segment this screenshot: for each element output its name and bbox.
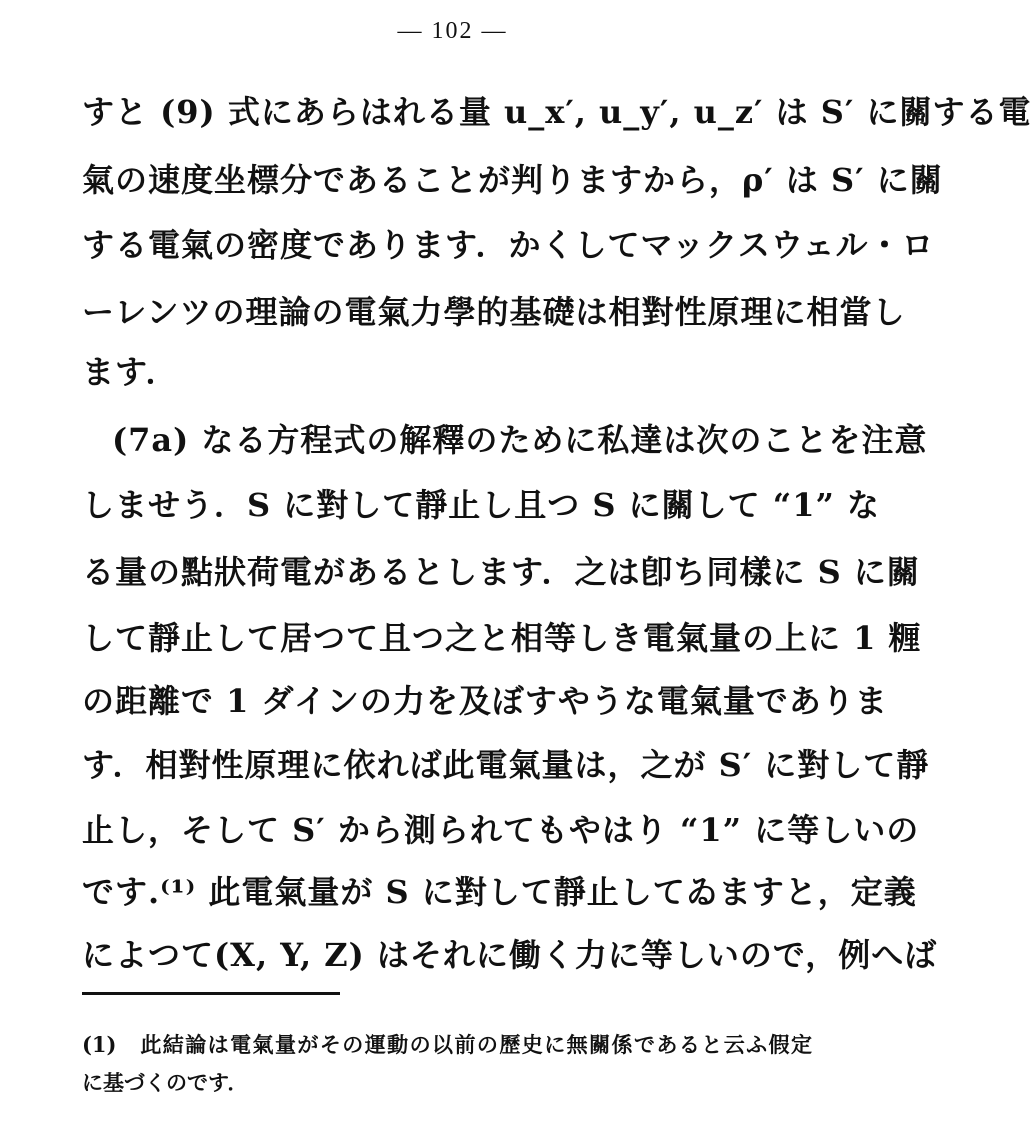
text-line: 止し，そして S′ から測られてもやはり “1” に等しいの bbox=[82, 811, 920, 849]
text-line: ます． bbox=[82, 353, 179, 391]
text-line: (7a) なる方程式の解釋のために私達は次のことを注意 bbox=[112, 421, 928, 459]
page-number: — 102 — bbox=[397, 18, 508, 44]
text-line: す．相對性原理に依れば此電氣量は，之が S′ に對して靜 bbox=[82, 746, 930, 784]
text-line: の距離で 1 ダインの力を及ぼすやうな電氣量でありま bbox=[82, 682, 888, 720]
footnote-divider bbox=[82, 992, 340, 995]
text-line: しませう．S に對して靜止し且つ S に關して “1” な bbox=[82, 486, 881, 524]
text-line: 氣の速度坐標分であることが判りますから，ρ′ は S′ に關 bbox=[82, 161, 943, 199]
text-line: ーレンツの理論の電氣力學的基礎は相對性原理に相當し bbox=[82, 293, 906, 331]
text-line: る量の點狀荷電があるとします．之は卽ち同樣に S に關 bbox=[82, 553, 920, 591]
footnote-line: に基づくのです． bbox=[82, 1070, 249, 1095]
text-line: する電氣の密度であります．かくしてマックスウェル・ロ bbox=[82, 226, 935, 264]
footnote-line: (1) 此結論は電氣量がその運動の以前の歷史に無關係であると云ふ假定 bbox=[82, 1032, 812, 1057]
text-line: すと (9) 式にあらはれる量 u_x′, u_y′, u_z′ は S′ に關する電 bbox=[82, 93, 1031, 131]
text-line: して靜止して居つて且つ之と相等しき電氣量の上に 1 糎 bbox=[82, 619, 922, 657]
text-line: です.⁽¹⁾ 此電氣量が S に對して靜止してゐますと，定義 bbox=[82, 873, 917, 911]
text-line: によつて(X, Y, Z) はそれに働く力に等しいので，例へば bbox=[82, 936, 938, 974]
